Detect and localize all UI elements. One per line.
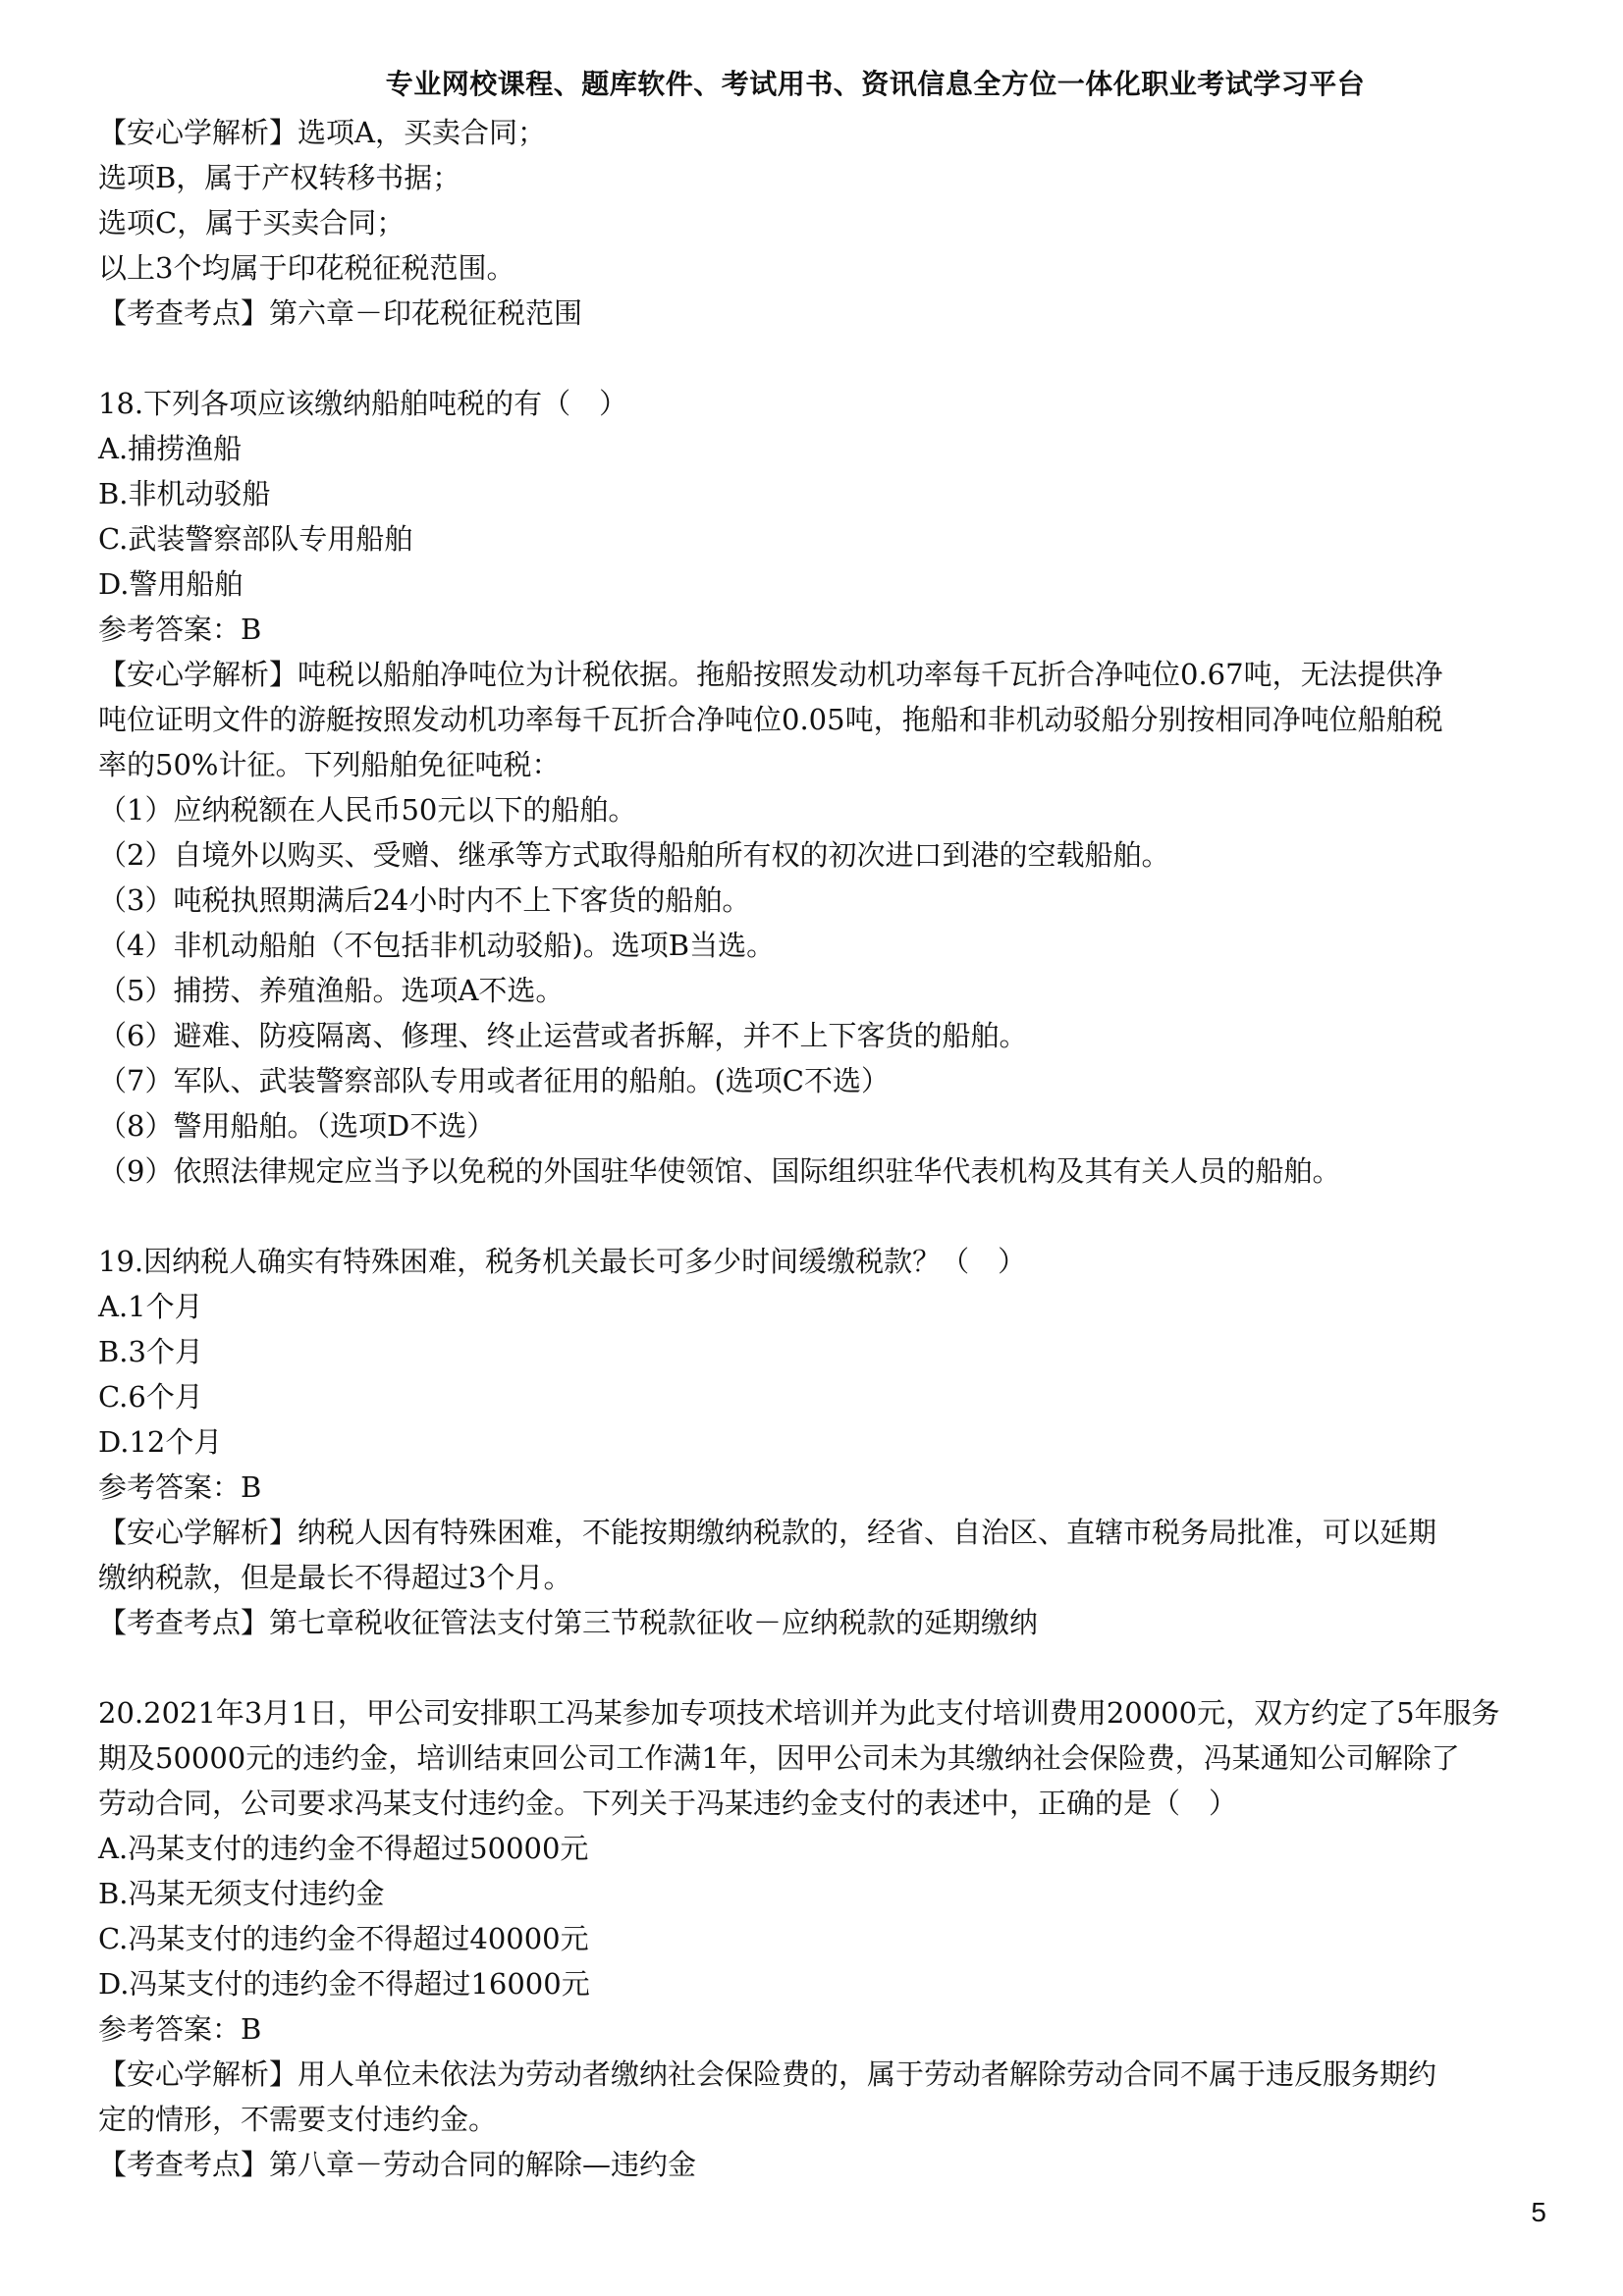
text-line: 参考答案：B bbox=[98, 2012, 262, 2046]
page-header-title: 专业网校课程、题库软件、考试用书、资讯信息全方位一体化职业考试学习平台 bbox=[385, 68, 1366, 100]
text-line: C.冯某支付的违约金不得超过40000元 bbox=[98, 1922, 589, 1955]
text-line: 20.2021年3月1日，甲公司安排职工冯某参加专项技术培训并为此支付培训费用20000元，双方约定了5年服务 bbox=[98, 1696, 1500, 1730]
text-line: （5）捕捞、养殖渔船。选项A不选。 bbox=[98, 974, 565, 1007]
text-line: （7）军队、武装警察部队专用或者征用的船舶。(选项C不选） bbox=[98, 1064, 890, 1097]
text-line: （4）非机动船舶（不包括非机动驳船)。选项B当选。 bbox=[98, 929, 776, 962]
text-line: 参考答案：B bbox=[98, 1470, 262, 1504]
text-line: D.警用船舶 bbox=[98, 567, 243, 601]
text-line: 【考查考点】第八章－劳动合同的解除—违约金 bbox=[98, 2148, 697, 2181]
text-line: （9）依照法律规定应当予以免税的外国驻华使领馆、国际组织驻华代表机构及其有关人员的船舶。 bbox=[98, 1154, 1341, 1188]
text-line: 吨位证明文件的游艇按照发动机功率每千瓦折合净吨位0.05吨，拖船和非机动驳船分别按相同净吨位船舶税 bbox=[98, 703, 1443, 736]
text-line: C.6个月 bbox=[98, 1380, 203, 1414]
text-line: （3）吨税执照期满后24小时内不上下客货的船舶。 bbox=[98, 883, 751, 917]
text-line: B.冯某无须支付违约金 bbox=[98, 1877, 385, 1910]
text-line: 劳动合同，公司要求冯某支付违约金。下列关于冯某违约金支付的表述中，正确的是（ ） bbox=[98, 1787, 1238, 1820]
text-line: 【安心学解析】吨税以船舶净吨位为计税依据。拖船按照发动机功率每千瓦折合净吨位0.67吨，无法提供净 bbox=[98, 658, 1443, 691]
text-line: 率的50%计征。下列船舶免征吨税： bbox=[98, 748, 561, 781]
text-line: D.冯某支付的违约金不得超过16000元 bbox=[98, 1967, 590, 2001]
paragraph-gap bbox=[98, 1645, 1542, 1690]
text-line: D.12个月 bbox=[98, 1425, 223, 1459]
text-line: 19.因纳税人确实有特殊困难，税务机关最长可多少时间缓缴税款？（ ） bbox=[98, 1245, 1027, 1278]
text-line: （6）避难、防疫隔离、修理、终止运营或者拆解，并不上下客货的船舶。 bbox=[98, 1019, 1028, 1052]
page-number: 5 bbox=[1531, 2197, 1546, 2227]
paragraph-gap bbox=[98, 336, 1542, 381]
text-line: （2）自境外以购买、受赠、继承等方式取得船舶所有权的初次进口到港的空载船舶。 bbox=[98, 838, 1170, 872]
text-line: 以上3个均属于印花税征税范围。 bbox=[98, 251, 515, 285]
text-line: 【考查考点】第七章税收征管法支付第三节税款征收－应纳税款的延期缴纳 bbox=[98, 1606, 1039, 1639]
document-body bbox=[98, 110, 1542, 2187]
text-line: 【安心学解析】选项A，买卖合同； bbox=[98, 116, 546, 149]
text-line: 缴纳税款，但是最长不得超过3个月。 bbox=[98, 1561, 572, 1594]
text-line: C.武装警察部队专用船舶 bbox=[98, 522, 413, 556]
text-line: 选项C，属于买卖合同； bbox=[98, 206, 406, 240]
text-line: 【考查考点】第六章－印花税征税范围 bbox=[98, 296, 583, 330]
text-line: 选项B，属于产权转移书据； bbox=[98, 161, 461, 194]
paragraph-gap bbox=[98, 1194, 1542, 1239]
text-line: 【安心学解析】纳税人因有特殊困难，不能按期缴纳税款的，经省、自治区、直辖市税务局批准，可以延期 bbox=[98, 1516, 1437, 1549]
text-line: A.1个月 bbox=[98, 1290, 203, 1323]
text-line: （8）警用船舶。（选项D不选） bbox=[98, 1109, 496, 1143]
text-line: B.非机动驳船 bbox=[98, 477, 271, 510]
text-line: 【安心学解析】用人单位未依法为劳动者缴纳社会保险费的，属于劳动者解除劳动合同不属于违反服务期约 bbox=[98, 2057, 1437, 2091]
text-line: A.捕捞渔船 bbox=[98, 432, 243, 465]
text-line: 期及50000元的违约金，培训结束回公司工作满1年，因甲公司未为其缴纳社会保险费，冯某通知公司解除了 bbox=[98, 1741, 1460, 1775]
text-line: （1）应纳税额在人民币50元以下的船舶。 bbox=[98, 793, 637, 827]
text-line: A.冯某支付的违约金不得超过50000元 bbox=[98, 1832, 589, 1865]
text-line: 定的情形，不需要支付违约金。 bbox=[98, 2103, 498, 2136]
text-line: 18.下列各项应该缴纳船舶吨税的有（ ） bbox=[98, 387, 628, 420]
text-line: B.3个月 bbox=[98, 1335, 203, 1368]
text-line: 参考答案：B bbox=[98, 613, 262, 646]
